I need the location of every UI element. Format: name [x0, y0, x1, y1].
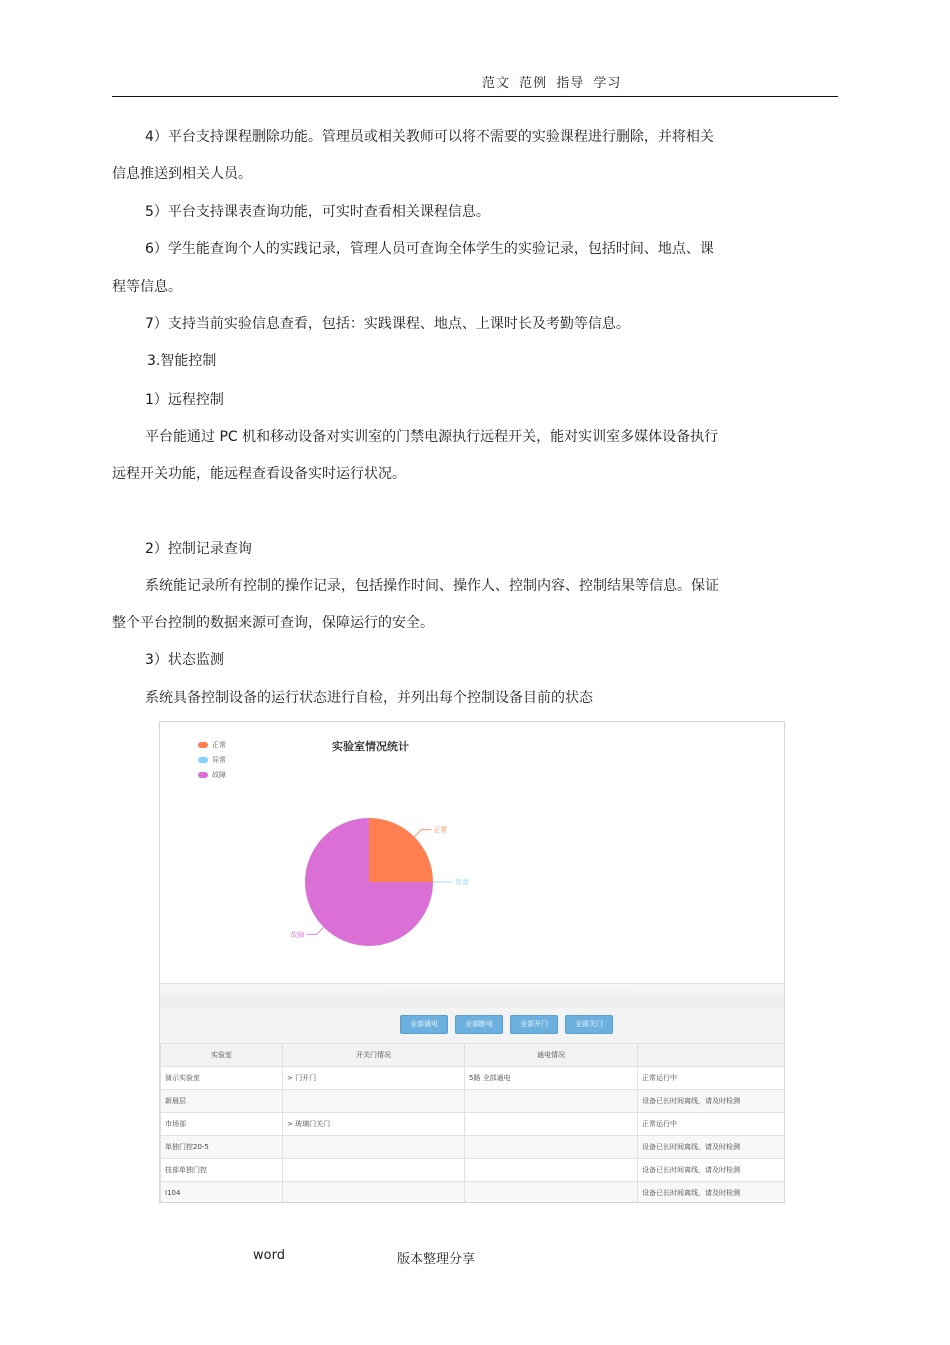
table-cell — [465, 1182, 638, 1204]
table-cell[interactable] — [283, 1136, 465, 1159]
pie-leader-line — [414, 830, 431, 837]
paragraph: 4）平台支持课程删除功能。管理员或相关教师可以将不需要的实验课程进行删除，并将相关 — [145, 129, 714, 145]
paragraph: 远程开关功能，能远程查看设备实时运行状况。 — [112, 466, 406, 482]
device-status-table — [160, 1043, 785, 1203]
paragraph: 信息推送到相关人员。 — [112, 166, 252, 182]
legend-label: 异常 — [212, 755, 226, 764]
pie-slice-正常[interactable] — [369, 818, 433, 882]
table-cell: 设备已长时间离线，请及时检测 — [638, 1159, 785, 1182]
column-header: 实验室 — [161, 1044, 283, 1067]
paragraph: 整个平台控制的数据来源可查询，保障运行的安全。 — [112, 615, 434, 631]
paragraph: 系统具备控制设备的运行状态进行自检，并列出每个控制设备目前的状态 — [145, 690, 593, 706]
table-row[interactable] — [161, 1159, 785, 1182]
table-cell: 正常运行中 — [638, 1067, 785, 1090]
table-cell: 单独门控20-5 — [161, 1136, 283, 1159]
pie-chart — [160, 722, 784, 982]
pie-slice-label: 异常 — [455, 878, 469, 887]
table-cell: 设备已长时间离线，请及时检测 — [638, 1136, 785, 1159]
table-cell[interactable] — [283, 1090, 465, 1113]
power-on-all-button[interactable]: 全部通电 — [400, 1015, 448, 1034]
table-cell: 技部单独门控 — [161, 1159, 283, 1182]
table-row[interactable] — [161, 1067, 785, 1090]
paragraph: 平台能通过 PC 机和移动设备对实训室的门禁电源执行远程开关，能对实训室多媒体设备执行 — [145, 429, 719, 445]
legend-label: 正常 — [212, 740, 226, 749]
page-header: 范文 范例 指导 学习 — [482, 76, 622, 91]
chart-title: 实验室情况统计 — [332, 740, 409, 753]
table-cell[interactable]: > 门开门 — [283, 1067, 465, 1090]
status-screenshot-figure — [159, 721, 785, 1203]
table-cell: 市场部 — [161, 1113, 283, 1136]
paragraph: 5）平台支持课表查询功能，可实时查看相关课程信息。 — [145, 204, 490, 220]
table-cell — [465, 1136, 638, 1159]
table-cell: 5路 全部通电 — [465, 1067, 638, 1090]
table-row[interactable] — [161, 1090, 785, 1113]
paragraph: 系统能记录所有控制的操作记录，包括操作时间、操作人、控制内容、控制结果等信息。保证 — [145, 578, 719, 594]
header-divider — [112, 96, 838, 97]
column-header: 开关门情况 — [283, 1044, 465, 1067]
table-cell — [465, 1113, 638, 1136]
control-button-bar — [160, 1007, 784, 1043]
paragraph: 程等信息。 — [112, 279, 182, 295]
table-cell: 设备已长时间离线，请及时检测 — [638, 1182, 785, 1204]
open-all-doors-button[interactable]: 全部开门 — [510, 1015, 558, 1034]
table-cell — [465, 1090, 638, 1113]
paragraph: 6）学生能查询个人的实践记录，管理人员可查询全体学生的实验记录，包括时间、地点、课 — [145, 241, 714, 257]
legend-label: 故障 — [212, 770, 226, 779]
table-header-row — [161, 1044, 785, 1067]
table-row[interactable] — [161, 1182, 785, 1204]
table-cell: 设备已长时间离线，请及时检测 — [638, 1090, 785, 1113]
column-header — [638, 1044, 785, 1067]
table-cell: 正常运行中 — [638, 1113, 785, 1136]
toolbar-strip — [160, 983, 784, 1009]
table-cell[interactable] — [283, 1182, 465, 1204]
subsection-heading: 1）远程控制 — [145, 392, 224, 408]
footer-word: word — [253, 1248, 285, 1263]
section-heading: 3.智能控制 — [147, 353, 217, 369]
table-cell[interactable] — [283, 1159, 465, 1182]
subsection-heading: 2）控制记录查询 — [145, 541, 252, 557]
pie-leader-line — [307, 927, 324, 934]
table-row[interactable] — [161, 1113, 785, 1136]
table-cell: 演示实验室 — [161, 1067, 283, 1090]
column-header: 通电情况 — [465, 1044, 638, 1067]
table-row[interactable] — [161, 1136, 785, 1159]
subsection-heading: 3）状态监测 — [145, 652, 224, 668]
power-off-all-button[interactable]: 全部断电 — [455, 1015, 503, 1034]
pie-slice-label: 正常 — [433, 826, 448, 835]
paragraph: 7）支持当前实验信息查看，包括：实践课程、地点、上课时长及考勤等信息。 — [145, 316, 630, 332]
footer-share: 版本整理分享 — [397, 1252, 476, 1267]
table-cell: 新晨层 — [161, 1090, 283, 1113]
table-cell: I104 — [161, 1182, 283, 1204]
close-all-doors-button[interactable]: 全部关门 — [565, 1015, 613, 1034]
table-cell[interactable]: > 玻璃门关门 — [283, 1113, 465, 1136]
pie-slice-label: 故障 — [290, 930, 305, 939]
table-cell — [465, 1159, 638, 1182]
